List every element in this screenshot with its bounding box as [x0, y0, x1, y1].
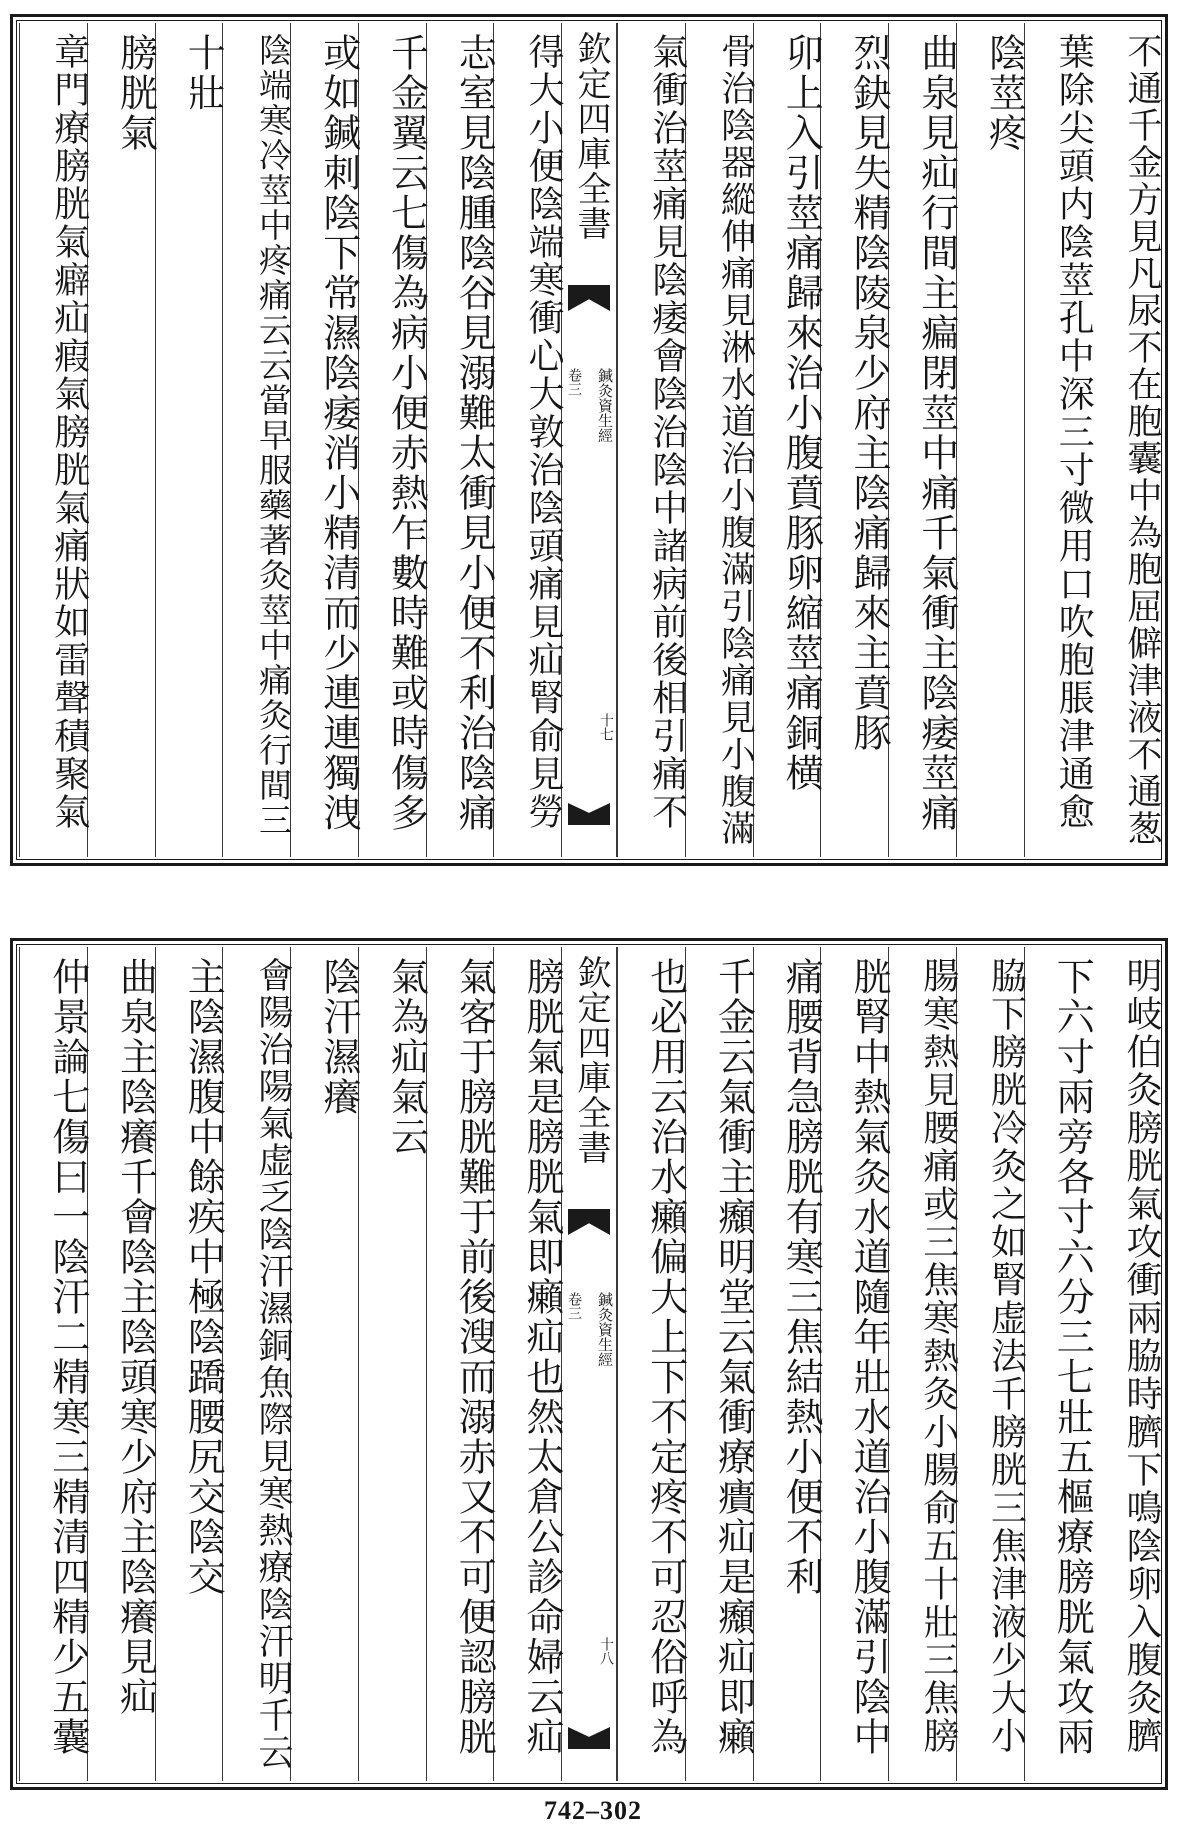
- column-text: 曲泉主陰癢千會陰主陰頭寒少府主陰癢見疝: [113, 957, 158, 1717]
- book-collection-title: 欽定四庫全書: [571, 955, 611, 1165]
- column-text: 烈鈌見失精陰陵泉少府主陰痛歸來主賁豚: [847, 33, 891, 753]
- column-text: 千金翼云七傷為病小便赤熱乍數時難或時傷多: [384, 33, 429, 833]
- text-column: [888, 947, 959, 1781]
- column-text: 下六寸兩旁各寸六分三七壯五樞療膀胱氣攻兩: [1050, 957, 1095, 1757]
- column-text: 氣客于膀胱難于前後溲而溺赤又不可便認膀胱: [452, 957, 497, 1757]
- center-gutter: [561, 23, 617, 857]
- column-text: 千金云氣衝主㿗明堂云氣衝療㿉疝是㿗疝即癩: [711, 957, 756, 1757]
- leaf-number: 十七: [598, 713, 614, 741]
- column-text: 骨治陰器縱伸痛見淋水道治小腹滿引陰痛見小腹滿: [715, 33, 756, 847]
- column-text: 也必用云治水癩偏大上下不定疼不可忍俗呼為: [643, 957, 688, 1757]
- center-gutter: [561, 947, 617, 1781]
- column-text: 明岐伯灸膀胱氣攻衝兩脇時臍下鳴陰卵入腹灸臍: [1121, 957, 1162, 1755]
- text-column: [617, 23, 688, 857]
- text-column: [956, 23, 1027, 857]
- text-column: [358, 947, 429, 1781]
- column-text: 膀胱氣: [113, 33, 158, 153]
- text-column: [1024, 23, 1095, 857]
- column-text: 章門療膀胱氣癖疝瘕氣膀胱氣痛狀如雷聲積聚氣: [48, 33, 90, 831]
- footer-page-code: 742–302: [544, 1796, 642, 1825]
- text-column: [820, 23, 891, 857]
- text-column: [426, 947, 497, 1781]
- text-column: [685, 23, 756, 857]
- column-text: 主陰濕腹中餘疾中極陰蹻腰尻交陰交: [181, 957, 226, 1597]
- column-text: 氣為疝氣云: [384, 957, 429, 1157]
- text-column: [685, 947, 756, 1781]
- column-text: 陰汗濕癢: [316, 957, 361, 1117]
- text-column: [155, 947, 226, 1781]
- text-column: [87, 947, 158, 1781]
- fish-tail-ornament-icon: [568, 1727, 610, 1749]
- text-column: [19, 23, 90, 857]
- text-column: [888, 23, 959, 857]
- text-column: [493, 947, 564, 1781]
- column-text: 胱腎中熱氣灸水道隨年壯水道治小腹滿引陰中: [847, 957, 891, 1757]
- column-text: 志室見陰腫陰谷見溺難太衝見小便不利治陰痛: [452, 33, 497, 833]
- text-column: [617, 947, 688, 1781]
- volume-label: 卷三: [566, 1292, 582, 1320]
- column-text: 曲泉見疝行間主㾫閉莖中痛千氣衝主陰痿莖痛: [914, 33, 959, 833]
- fish-tail-ornament-icon: [568, 285, 610, 311]
- column-text: 會陽治陽氣虚乏陰汗濕銅魚際見寒熱療陰汗明千云: [253, 957, 293, 1771]
- text-column: [290, 23, 361, 857]
- text-column: [155, 23, 226, 857]
- book-title: 鍼灸資生經: [596, 1292, 614, 1367]
- column-text: 陰莖疼: [982, 33, 1027, 153]
- fish-tail-ornament-icon: [568, 803, 610, 825]
- column-text: 膀胱氣是膀胱氣即癩疝也然太倉公診命婦云疝: [520, 957, 564, 1757]
- column-text: 氣衝治莖痛見陰痿會陰治陰中諸病前後相引痛不: [646, 33, 688, 831]
- column-text: 卯上入引莖痛歸來治小腹賁豚卵縮莖痛銅横: [779, 33, 824, 793]
- top-page: [10, 14, 1168, 866]
- text-column: [222, 947, 293, 1781]
- text-column: [493, 23, 564, 857]
- text-column: [87, 23, 158, 857]
- column-text: 不通千金方見凡尿不在胞囊中為胞屈僻津液不通葱: [1122, 33, 1162, 847]
- column-text: 十壯: [181, 33, 226, 113]
- text-column: [358, 23, 429, 857]
- text-column: [290, 947, 361, 1781]
- text-column: [1091, 23, 1162, 857]
- text-column: [222, 23, 293, 857]
- text-column: [753, 947, 824, 1781]
- column-text: 得大小便陰端寒衝心大敦治陰頭痛見疝腎俞見勞: [523, 33, 564, 831]
- bottom-page: [10, 938, 1168, 1790]
- text-column: [19, 947, 90, 1781]
- leaf-number: 十八: [598, 1637, 614, 1665]
- column-text: 腸寒熱見腰痛或三焦寒熱灸小腸俞五十壯三焦膀: [917, 957, 959, 1755]
- text-column: [753, 23, 824, 857]
- text-column: [1024, 947, 1095, 1781]
- column-text: 仲景論七傷曰一陰汗二精寒三精清四精少五囊: [45, 957, 90, 1757]
- text-column: [426, 23, 497, 857]
- book-title: 鍼灸資生經: [596, 368, 614, 443]
- column-text: 痛腰背急膀胱有寒三焦結熱小便不利: [779, 957, 824, 1597]
- text-column: [1091, 947, 1162, 1781]
- column-text: 陰端寒冷莖中疼痛云云當早服藥著灸莖中痛灸行間三: [254, 33, 293, 838]
- text-column: [956, 947, 1027, 1781]
- volume-label: 卷三: [566, 368, 582, 396]
- column-text: 或如鍼刺陰下常濕陰痿消小精清而少連連獨洩: [316, 33, 361, 833]
- text-column: [820, 947, 891, 1781]
- fish-tail-ornament-icon: [568, 1209, 610, 1235]
- column-text: 脇下膀胱冷灸之如腎虚法千膀胱三焦津液少大小: [985, 957, 1027, 1755]
- column-text: 葉除尖頭内陰莖孔中深三寸微用口吹胞脹津通愈: [1053, 33, 1095, 831]
- book-collection-title: 欽定四庫全書: [571, 31, 611, 241]
